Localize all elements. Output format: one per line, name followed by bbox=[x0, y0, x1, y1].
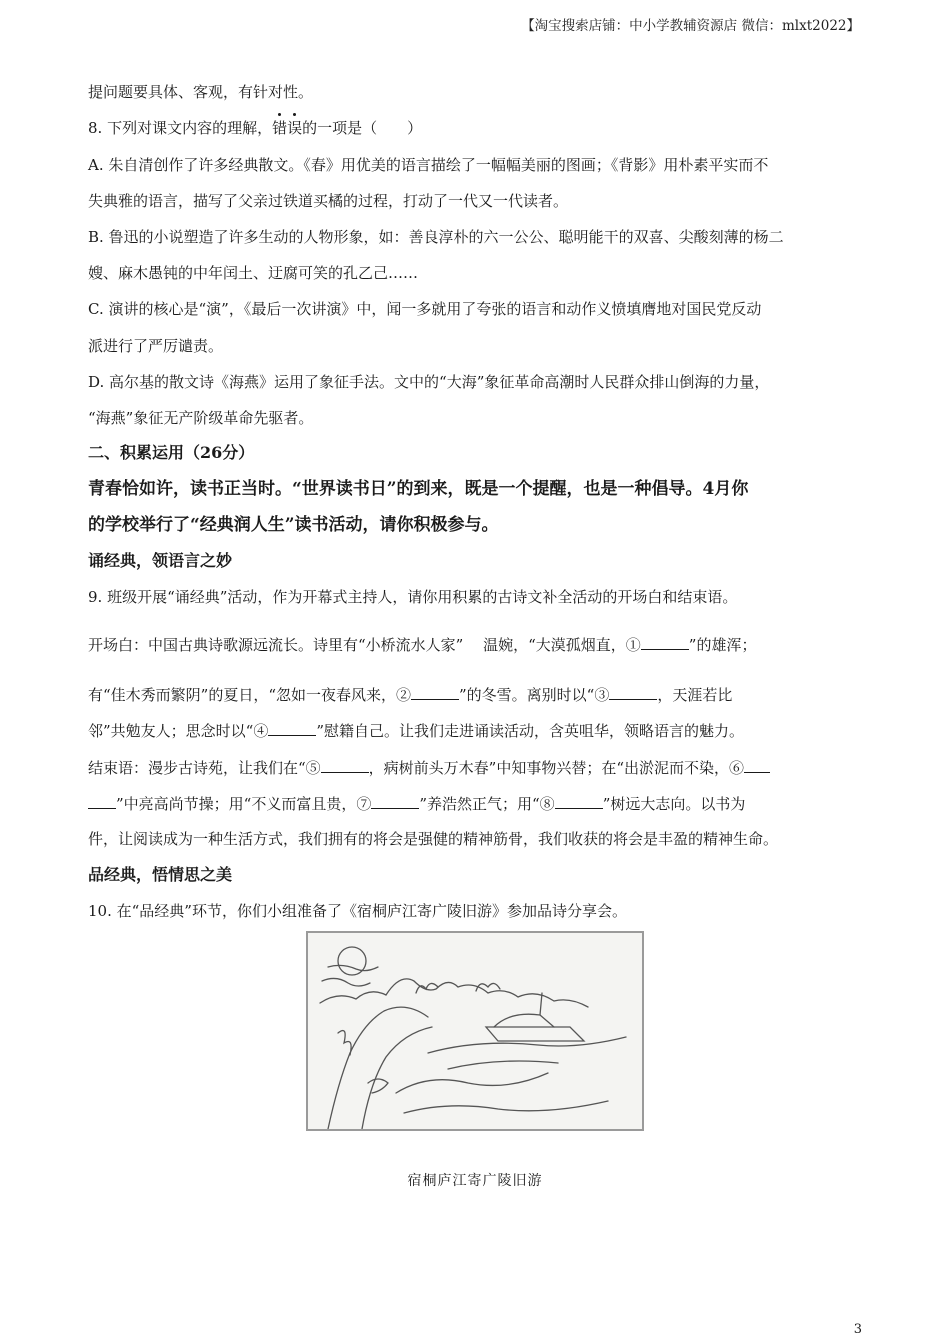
option-b-line-2: 嫂、麻木愚钝的中年闰土、迂腐可笑的孔乙己…… bbox=[88, 264, 419, 282]
question-9: 9. 班级开展“诵经典”活动，作为开幕式主持人，请你用积累的古诗文补全活动的开场白和结束语。 bbox=[88, 588, 738, 606]
answer-blank-6-start[interactable] bbox=[744, 757, 770, 773]
opening-text: ”的雄浑； bbox=[688, 636, 757, 654]
closing-line-3: 件，让阅读成为一种生活方式，我们拥有的将会是强健的精神筋骨，我们收获的将会是丰盈的精神生命。 bbox=[88, 830, 779, 848]
answer-blank-4[interactable] bbox=[268, 720, 316, 736]
answer-blank-1[interactable] bbox=[641, 634, 689, 650]
answer-blank-2[interactable] bbox=[411, 684, 459, 700]
closing-line-1 bbox=[88, 757, 770, 778]
option-c-line-1: C. 演讲的核心是“演”，《最后一次讲演》中，闻一多就用了夸张的语言和动作义愤填膺地对国民党反动 bbox=[88, 300, 762, 318]
closing-text: ”中亮高尚节操；用“不义而富且贵，⑦ bbox=[116, 795, 372, 813]
option-a-line-1: A. 朱自清创作了许多经典散文。《春》用优美的语言描绘了一幅幅美丽的图画；《背影》用朴素平实而不 bbox=[88, 156, 769, 174]
option-a-line-2: 失典雅的语言，描写了父亲过铁道买橘的过程，打动了一代又一代读者。 bbox=[88, 192, 569, 210]
opening-text: ”的冬雪。离别时以“③ bbox=[459, 686, 610, 704]
opening-line-2 bbox=[88, 684, 732, 705]
option-b-line-1: B. 鲁迅的小说塑造了许多生动的人物形象，如：善良淳朴的六一公公、聪明能干的双喜、尖酸刻薄的杨二 bbox=[88, 228, 784, 246]
opening-text: 开场白：中国古典诗歌源远流长。诗里有“小桥流水人家” 温婉，“大漠孤烟直，① bbox=[88, 636, 641, 654]
closing-text: 结束语：漫步古诗苑，让我们在“⑤ bbox=[88, 759, 321, 777]
answer-blank-7[interactable] bbox=[371, 793, 419, 809]
question-8-tail: 的一项是（ ） bbox=[302, 119, 423, 137]
answer-blank-8[interactable] bbox=[555, 793, 603, 809]
landscape-sketch bbox=[308, 933, 642, 1129]
opening-text: ”慰籍自己。让我们走进诵读活动，含英咀华，领略语言的魅力。 bbox=[316, 722, 745, 740]
emphasis-char: 错 bbox=[272, 119, 288, 137]
emphasis-char: 误 bbox=[287, 119, 303, 137]
illustration-caption: 宿桐庐江寄广陵旧游 bbox=[407, 1173, 543, 1189]
option-c-line-2: 派进行了严厉谴责。 bbox=[88, 337, 224, 355]
opening-text: 有“佳木秀而繁阴”的夏日，“忽如一夜春风来，② bbox=[88, 686, 412, 704]
question-8-stem: 8. 下列对课文内容的理解， bbox=[88, 119, 273, 137]
opening-text: 邻”共勉友人；思念时以“④ bbox=[88, 722, 269, 740]
answer-blank-3[interactable] bbox=[609, 684, 657, 700]
closing-text: ”养浩然正气；用“⑧ bbox=[419, 795, 555, 813]
closing-text: ”树远大志向。以书为 bbox=[602, 795, 746, 813]
answer-blank-6-end[interactable] bbox=[88, 793, 116, 809]
page-number: 3 bbox=[853, 1322, 862, 1337]
shop-header-notice: 【淘宝搜索店铺：中小学教辅资源店 微信：mlxt2022】 bbox=[521, 18, 860, 34]
activity-intro-line-2: 的学校举行了“经典润人生”读书活动，请你积极参与。 bbox=[88, 515, 499, 535]
option-d-line-1: D. 高尔基的散文诗《海燕》运用了象征手法。文中的“大海”象征革命高潮时人民群众排山倒海的力量， bbox=[88, 373, 770, 391]
poem-illustration bbox=[306, 931, 644, 1131]
answer-blank-5[interactable] bbox=[321, 757, 369, 773]
closing-line-2 bbox=[88, 793, 745, 814]
subsection-title-2: 品经典，悟情思之美 bbox=[88, 865, 233, 884]
question-8 bbox=[88, 118, 422, 138]
closing-text: ，病树前头万木春”中知事物兴替；在“出淤泥而不染，⑥ bbox=[368, 759, 745, 777]
opening-line-3 bbox=[88, 720, 744, 741]
question-10: 10. 在“品经典”环节，你们小组准备了《宿桐庐江寄广陵旧游》参加品诗分享会。 bbox=[88, 902, 627, 920]
section-2-title: 二、积累运用（26分） bbox=[88, 443, 255, 462]
option-d-line-2: “海燕”象征无产阶级革命先驱者。 bbox=[88, 409, 314, 427]
text-line: 提问题要具体、客观，有针对性。 bbox=[88, 83, 314, 101]
opening-line-1 bbox=[88, 634, 756, 655]
subsection-title-1: 诵经典，领语言之妙 bbox=[88, 551, 233, 570]
activity-intro-line-1: 青春恰如许，读书正当时。“世界读书日”的到来，既是一个提醒，也是一种倡导。4月你 bbox=[88, 479, 749, 499]
opening-text: ，天涯若比 bbox=[657, 686, 733, 704]
